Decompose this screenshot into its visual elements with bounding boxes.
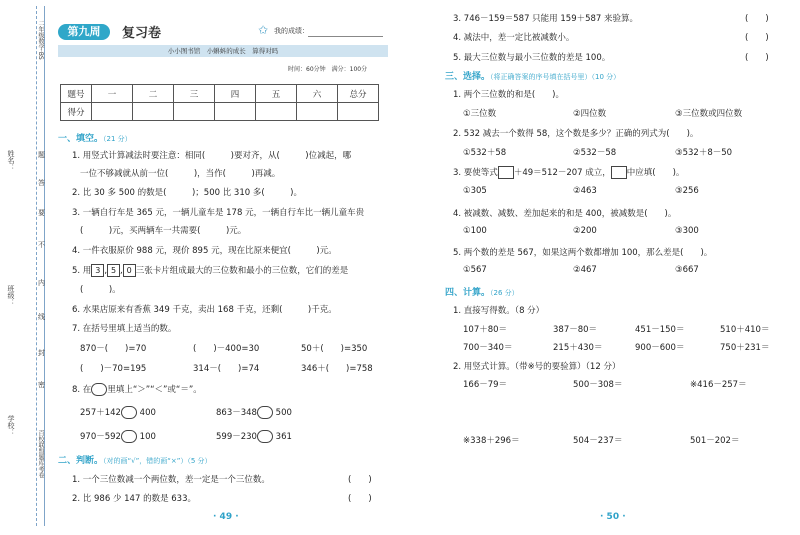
question-text: 5. 最大三位数与最小三位数的差是 100。: [453, 53, 611, 63]
compare-circle[interactable]: [121, 430, 137, 443]
question-text: 1. 一个三位数减一个两位数，差一定是一个三位数。: [72, 475, 270, 485]
option: ②463: [573, 186, 597, 196]
question-text: 7. 在括号里填上适当的数。: [72, 324, 177, 334]
question-text: ( )元，买两辆车一共需要( )元。: [80, 226, 247, 236]
section-1-title: 一、填空。（21 分）: [58, 134, 132, 144]
score-table: [60, 84, 379, 121]
topic-banner: 小小图书馆 小蝌蚪的成长 算得对吗: [58, 45, 388, 57]
equation: 314－( )=74: [193, 364, 260, 374]
left-page: [58, 0, 398, 535]
answer-paren[interactable]: ( ): [348, 494, 372, 504]
equation: 387－80＝: [553, 325, 598, 335]
question-text: 2. 比 986 少 147 的数是 633。: [72, 494, 196, 504]
comparison: 970－592 100: [80, 432, 156, 442]
compare-circle[interactable]: [121, 406, 137, 419]
question-text: 3. 一辆自行车是 365 元，一辆儿童车是 178 元，一辆自行车比一辆儿童车贵: [72, 208, 365, 218]
question-text: ( )。: [80, 285, 121, 295]
section-4-title: 四、计算。（26 分）: [445, 288, 519, 298]
equation: ※416－257＝: [690, 380, 747, 390]
table-cell: 总分: [338, 85, 379, 103]
question-text: 3. 要使等式 ＋49＝512－207 成立， 中应填( )。: [453, 168, 685, 178]
table-cell: 题号: [61, 85, 92, 103]
page-number: · 49 ·: [213, 512, 239, 522]
name-label: 姓名：: [7, 150, 15, 171]
class-label: 班级：: [7, 285, 15, 306]
digit-card: 5: [107, 264, 120, 277]
option: ③三位数或四位数: [675, 109, 743, 119]
option: ①三位数: [463, 109, 497, 119]
question-text: 2. 532 减去一个数得 58，这个数是多少？正确的列式为( )。: [453, 129, 699, 139]
answer-paren[interactable]: ( ): [348, 475, 372, 485]
equation: 215＋430＝: [553, 343, 603, 353]
equation: 166－79＝: [463, 380, 508, 390]
cut-char: 答: [38, 179, 45, 187]
cut-char: 题: [38, 151, 45, 159]
score-cell[interactable]: [338, 103, 379, 121]
compare-circle[interactable]: [257, 430, 273, 443]
score-cell[interactable]: [215, 103, 256, 121]
score-label: 我的成绩：: [274, 27, 309, 35]
blank-box[interactable]: [611, 166, 627, 179]
school-label: 学校：: [7, 415, 15, 436]
question-text: 1. 用竖式计算减法时要注意：相同( )要对齐，从( )位减起，哪: [72, 151, 352, 161]
option: ①532＋58: [463, 148, 507, 158]
table-row: [61, 85, 379, 103]
section-2-title: 二、判断。（对的画“√”，错的画“×”）（5 分）: [58, 456, 212, 466]
page-title: 复习卷: [122, 26, 162, 41]
option: ①567: [463, 265, 487, 275]
equation: ( )－400=30: [193, 344, 260, 354]
equation: 750＋231＝: [720, 343, 770, 353]
option: ②四位数: [573, 109, 607, 119]
question-text: 3. 746－159＝587 只能用 159＋587 来验算。: [453, 14, 639, 24]
option: ②532－58: [573, 148, 617, 158]
compare-circle[interactable]: [91, 383, 107, 396]
cut-char: 封: [38, 349, 45, 357]
binding-strip: [0, 0, 50, 535]
score-cell[interactable]: [92, 103, 133, 121]
cut-char: 不: [38, 241, 45, 249]
option: ③532＋8－50: [675, 148, 733, 158]
option: ②200: [573, 226, 597, 236]
digit-card: 3: [91, 264, 104, 277]
option: ③300: [675, 226, 699, 236]
cut-char: 要: [38, 209, 45, 217]
option: ③256: [675, 186, 699, 196]
question-text: 5. 用 3 , 5 , 0 三张卡片组成最大的三位数和最小的三位数，它们的差是: [72, 266, 349, 276]
score-cell[interactable]: [133, 103, 174, 121]
question-text: 一位不够减就从前一位( )，当作( )再减。: [80, 169, 281, 179]
comparison: 257＋142 400: [80, 408, 156, 418]
cut-char: 密: [38, 381, 45, 389]
table-cell: 六: [297, 85, 338, 103]
equation: 501－202＝: [690, 436, 740, 446]
table-row: [61, 103, 379, 121]
week-badge: 第九周: [58, 24, 110, 40]
digit-card: 0: [123, 264, 136, 277]
time-info: 时间：60分钟 满分：100分: [288, 66, 368, 73]
star-icon: ✩: [258, 23, 269, 37]
score-cell[interactable]: [297, 103, 338, 121]
cut-char: 内: [38, 279, 45, 287]
equation: 346＋( )=758: [301, 364, 373, 374]
table-cell: 二: [133, 85, 174, 103]
question-text: 1. 两个三位数的和是( )。: [453, 90, 564, 100]
seal-label: 百校联盟题库考卷: [37, 430, 44, 478]
question-text: 2. 比 30 多 500 的数是( )；500 比 310 多( )。: [72, 188, 302, 198]
answer-paren[interactable]: ( ): [745, 33, 769, 43]
score-cell[interactable]: [256, 103, 297, 121]
question-text: 2. 用竖式计算。（带※号的要验算）（12 分）: [453, 362, 621, 372]
question-text: 6. 水果店原来有香蕉 349 千克，卖出 168 千克，还剩( )千克。: [72, 305, 337, 315]
table-cell: 得分: [61, 103, 92, 121]
right-page: [445, 0, 795, 535]
table-cell: 五: [256, 85, 297, 103]
option: ①100: [463, 226, 487, 236]
equation: 107＋80＝: [463, 325, 508, 335]
equation: 510＋410＝: [720, 325, 770, 335]
question-text: 4. 减法中，差一定比被减数小。: [453, 33, 575, 43]
score-cell[interactable]: [174, 103, 215, 121]
equation: ※338＋296＝: [463, 436, 520, 446]
question-text: 4. 一件衣服原价 988 元，现价 895 元，现在比原来便宜( )元。: [72, 246, 337, 256]
question-text: 5. 两个数的差是 567，如果这两个数都增加 100，那么差是( )。: [453, 248, 713, 258]
answer-paren[interactable]: ( ): [745, 53, 769, 63]
page-number: · 50 ·: [600, 512, 626, 522]
equation: 50＋( )=350: [301, 344, 368, 354]
question-text: 4. 被减数、减数、差加起来的和是 400，被减数是( )。: [453, 209, 677, 219]
equation: ( )－70=195: [80, 364, 147, 374]
equation: 504－237＝: [573, 436, 623, 446]
grade-label: 二年级数学·BS: [37, 20, 44, 60]
option: ③667: [675, 265, 699, 275]
compare-circle[interactable]: [257, 406, 273, 419]
section-3-title: 三、选择。（将正确答案的序号填在括号里）（10 分）: [445, 72, 621, 82]
equation: 451－150＝: [635, 325, 685, 335]
equation: 900－600＝: [635, 343, 685, 353]
answer-paren[interactable]: ( ): [745, 14, 769, 24]
blank-box[interactable]: [498, 166, 514, 179]
table-cell: 一: [92, 85, 133, 103]
table-cell: 三: [174, 85, 215, 103]
comparison: 599－230 361: [216, 432, 292, 442]
cut-char: 线: [38, 313, 45, 321]
equation: 500－308＝: [573, 380, 623, 390]
comparison: 863－348 500: [216, 408, 292, 418]
option: ①305: [463, 186, 487, 196]
equation: 700－340＝: [463, 343, 513, 353]
question-text: 1. 直接写得数。（8 分）: [453, 306, 545, 316]
equation: 870－( )=70: [80, 344, 147, 354]
question-text: 8. 在 里填上“＞”“＜”或“＝”。: [72, 385, 202, 395]
score-line: [308, 36, 383, 37]
table-cell: 四: [215, 85, 256, 103]
option: ②467: [573, 265, 597, 275]
